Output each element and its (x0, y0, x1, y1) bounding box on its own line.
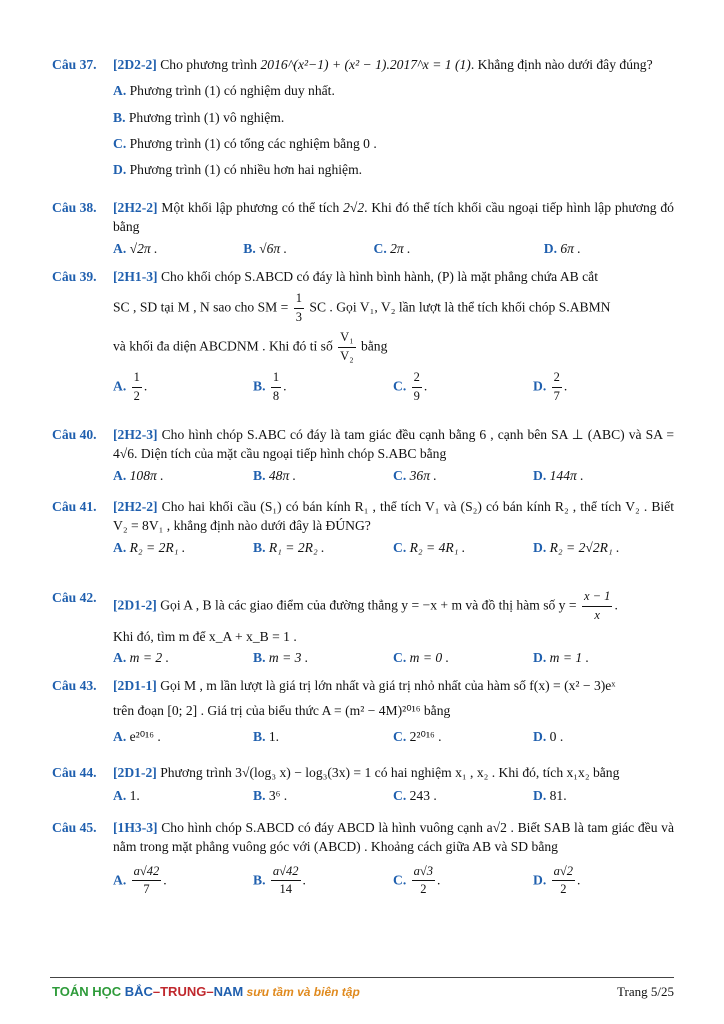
option-b[interactable]: B. 3⁶ . (253, 788, 288, 804)
question-line-2b: SC . Gọi V₁, V₂ lần lượt là thể tích khối chóp S.ABMN (309, 299, 611, 315)
option-a[interactable]: A. R₂ = 2R₁ . (113, 539, 186, 555)
question-label: Câu 37. (52, 57, 97, 72)
option-b[interactable]: B. 1. (253, 728, 280, 744)
question-line-2: Khi đó, tìm m để x_A + x_B = 1 . (113, 628, 297, 644)
option-b[interactable]: B. m = 3 . (253, 649, 309, 665)
option-a[interactable]: A. 1. (113, 788, 140, 804)
option-b[interactable]: B. 48π . (253, 467, 297, 483)
question-equation: 2016^(x²−1) + (x² − 1).2017^x = 1 (1) (260, 57, 471, 72)
page-footer (52, 984, 674, 1000)
question-text-2: . Khi đó thể tích khối cầu ngoại tiếp hình lập phương đó bằng (113, 200, 674, 235)
fraction: $\frac{x - 1}{x}$ (583, 589, 611, 622)
question-code: [2D1-1] (113, 678, 157, 693)
option-d[interactable]: D. $\frac{2}{7}$ . (533, 370, 568, 404)
question-text: Phương trình 3√(log₃ x) − log₃(3x) = 1 có hai nghiệm x₁ , x₂ . Khi đó, tích x₁x₂ bằng (160, 765, 620, 780)
option-a[interactable]: A. $\frac{1}{2}$ . (113, 370, 148, 404)
question-code: [2D1-2] (113, 597, 157, 613)
question-43 (52, 676, 674, 746)
question-lead: Cho phương trình (160, 57, 258, 72)
footer-brand-subtitle: sưu tầm và biên tập (243, 985, 360, 999)
option-b[interactable]: B. $\frac{a√42}{14}$ . (253, 863, 306, 897)
question-line-3b: bằng (360, 338, 388, 354)
question-text: Cho hình chóp S.ABC có đáy là tam giác đều cạnh bằng 6 , cạnh bên SA ⊥ (ABC) và SA = 4√6. Diện tích của mặt cầu ngoại tiếp hình chóp S.ABC bằng (113, 427, 674, 462)
question-line-1: Gọi M , m lần lượt là giá trị lớn nhất và giá trị nhỏ nhất của hàm số f(x) = (x² − 3)eˣ (160, 678, 616, 693)
question-tail: . Khẳng định nào dưới đây đúng? (470, 57, 653, 72)
question-code: [2D2-2] (113, 57, 157, 72)
option-a[interactable]: A. $\frac{a√42}{7}$ . (113, 863, 167, 897)
question-42: Câu 42. [2D1-2] Gọi A , B là các giao điểm của đường thẳng y = −x + m và đồ thị hàm số y = $\frac{x - 1}{x}$ . Khi đó, tìm m để x_A + x_B = 1 . A. m = 2 . B. m = 3 . C. m = 0 . D. m = 1 . (52, 588, 674, 667)
question-37 (52, 55, 674, 179)
fraction: $\frac{1}{3}$ (295, 291, 302, 325)
question-45 (52, 818, 674, 899)
question-label: Câu 43. (52, 678, 97, 693)
option-b[interactable]: B. R₁ = 2R₂ . (253, 539, 325, 555)
option-d[interactable]: D. 6π . (543, 240, 581, 256)
question-label: Câu 45. (52, 820, 97, 835)
question-text: Cho hình chóp S.ABCD có đáy ABCD là hình vuông cạnh a√2 . Biết SAB là tam giác đều và nằm trong mặt phẳng vuông góc với (ABCD) . Khoảng cách giữa AB và SD bằng (113, 820, 674, 855)
question-label: Câu 39. (52, 269, 97, 284)
option-c[interactable]: C. $\frac{a√3}{2}$ . (393, 863, 441, 897)
question-line-1: Cho khối chóp S.ABCD có đáy là hình bình hành, (P) là mặt phẳng chứa AB cắt (160, 269, 598, 284)
option-a[interactable]: A. 108π . (113, 467, 164, 483)
question-text: Cho hai khối cầu (S₁) có bán kính R₁ , thể tích V₁ và (S₂) có bán kính R₂ , thể tích V₂ . Biết V₂ = 8V₁ , khẳng định nào dưới đây là ĐÚNG? (113, 499, 674, 534)
question-code: [2H2-2] (113, 200, 158, 215)
question-code: [1H3-3] (113, 820, 158, 835)
question-code: [2D1-2] (113, 765, 157, 780)
question-label: Câu 41. (52, 499, 97, 514)
option-a[interactable]: A. √2π . (113, 240, 158, 256)
option-d[interactable]: D. R₂ = 2√2R₁ . (533, 539, 620, 555)
option-d[interactable]: D. 81. (533, 788, 567, 804)
question-text: Một khối lập phương có thể tích (161, 200, 340, 215)
option-a[interactable]: A. m = 2 . (113, 649, 170, 665)
question-label: Câu 44. (52, 765, 97, 780)
question-math: 2√2 (343, 200, 365, 215)
question-41 (52, 497, 674, 557)
question-44 (52, 763, 674, 806)
question-code: [2H2-2] (113, 499, 158, 514)
option-d[interactable]: D. 144π . (533, 467, 584, 483)
question-code: [2H1-3] (113, 269, 158, 284)
option-c[interactable]: C. 2π . (373, 240, 411, 256)
option-b[interactable]: B. $\frac{1}{8}$ . (253, 370, 287, 404)
option-c[interactable]: C. 243 . (393, 788, 437, 804)
footer-divider (50, 977, 674, 978)
option-c[interactable]: C. m = 0 . (393, 649, 450, 665)
option-a[interactable]: A. Phương trình (1) có nghiệm duy nhất. (113, 83, 335, 99)
page-number: Trang 5/25 (617, 984, 674, 999)
option-a[interactable]: A. e²⁰¹⁶ . (113, 728, 161, 744)
fraction: $\frac{\text{V₁}}{\text{V₂}}$ (340, 329, 354, 363)
option-c[interactable]: C. 2²⁰¹⁶ . (393, 728, 442, 744)
question-line-1a: Gọi A , B là các giao điểm của đường thẳng y = −x + m và đồ thị hàm số y = (160, 597, 577, 613)
option-d[interactable]: D. 0 . (533, 728, 564, 744)
option-c[interactable]: C. R₂ = 4R₁ . (393, 539, 466, 555)
question-39 (52, 267, 674, 406)
option-d[interactable]: D. Phương trình (1) có nhiều hơn hai nghiệm. (113, 162, 363, 178)
option-d[interactable]: D. m = 1 . (533, 649, 590, 665)
question-label: Câu 42. (52, 590, 97, 605)
question-40 (52, 425, 674, 485)
question-line-2a: SC , SD tại M , N sao cho SM = (113, 299, 289, 315)
option-b[interactable]: B. Phương trình (1) vô nghiệm. (113, 109, 285, 125)
footer-brand: TOÁN HỌC BẮC–TRUNG–NAM (52, 984, 244, 999)
option-b[interactable]: B. √6π . (243, 240, 287, 256)
option-d[interactable]: D. $\frac{a√2}{2}$ . (533, 863, 581, 897)
question-line-2: trên đoạn [0; 2] . Giá trị của biểu thức A = (m² − 4M)²⁰¹⁶ bằng (113, 703, 451, 719)
question-label: Câu 38. (52, 200, 97, 215)
question-label: Câu 40. (52, 427, 97, 442)
question-line-3a: và khối đa diện ABCDNM . Khi đó tỉ số (113, 338, 333, 354)
option-c[interactable]: C. $\frac{2}{9}$ . (393, 370, 428, 404)
option-c[interactable]: C. 36π . (393, 467, 437, 483)
option-c[interactable]: C. Phương trình (1) có tổng các nghiệm bằng 0 . (113, 135, 377, 151)
question-38 (52, 198, 674, 258)
question-code: [2H2-3] (113, 427, 158, 442)
